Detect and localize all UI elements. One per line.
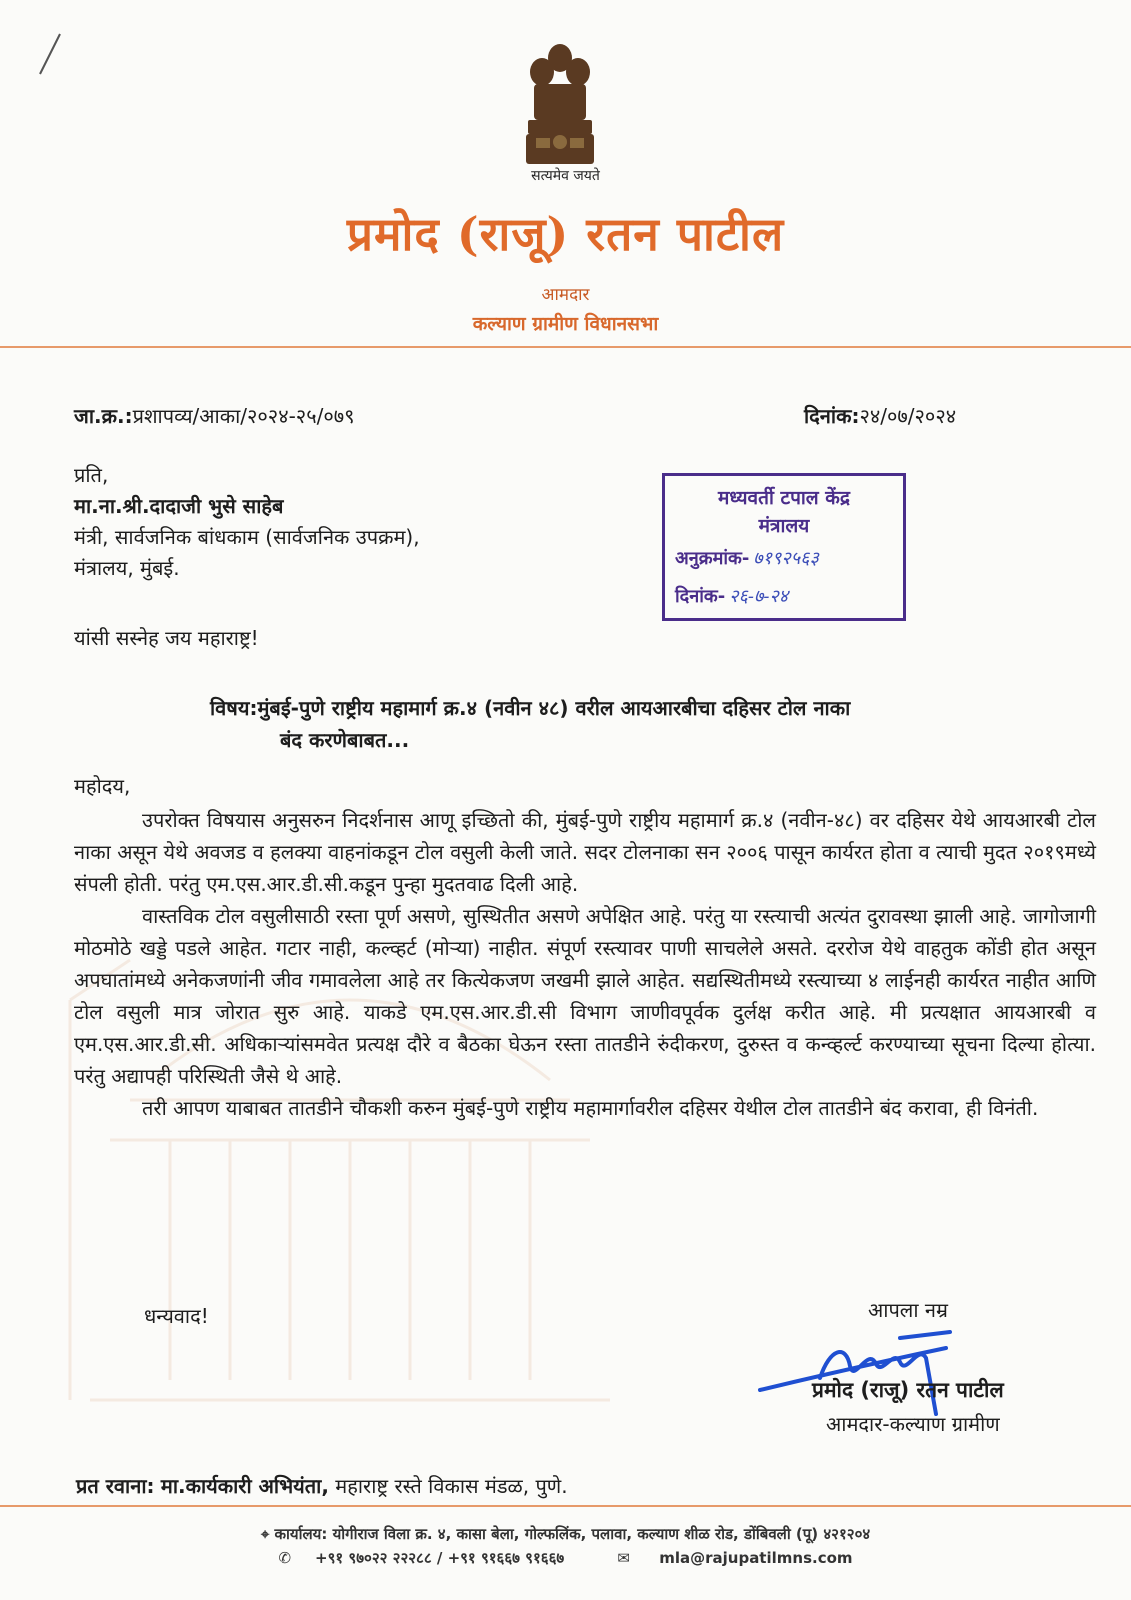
letter-body <box>74 804 1096 1124</box>
header-divider <box>0 346 1131 348</box>
inward-stamp <box>662 473 906 621</box>
recipient-name: मा.ना.श्री.दादाजी भुसे साहेब <box>74 494 284 518</box>
stamp-date-value: २६-७-२४ <box>729 586 789 607</box>
email-icon: ✉ <box>617 1549 636 1567</box>
reference-label: जा.क्र.: <box>74 404 133 428</box>
recipient-prefix: प्रति, <box>74 463 109 487</box>
date-label: दिनांक: <box>804 404 860 428</box>
reference-value: प्रशापव्य/आका/२०२४-२५/०७९ <box>132 404 355 428</box>
recipient-line2: मंत्रालय, मुंबई. <box>74 556 180 580</box>
phone-icon: ✆ <box>278 1549 292 1567</box>
stamp-number <box>675 546 819 570</box>
body-paragraph-1: उपरोक्त विषयास अनुसरुन निदर्शनास आणू इच्छितो की, मुंबई-पुणे राष्ट्रीय महामार्ग क्र.४ (नवीन-४८) वर दहिसर येथे आयआरबी टोल नाका असून येथे अवजड व हलक्या वाहनांकडून टोल वसुली केली जाते. सदर टोलनाका सन २००६ पासून कार्यरत होता व त्याची मुदत २०१९मध्ये संपली होती. परंतु एम.एस.आर.डी.सी.कडून पुन्हा मुदतवाढ दिली आहे. <box>74 808 1096 896</box>
copy-to-office: महाराष्ट्र रस्ते विकास मंडळ, पुणे. <box>335 1474 568 1498</box>
letterhead-designation: आमदार <box>541 285 590 305</box>
subject-line2: बंद करणेबाबत... <box>280 728 410 752</box>
thanks-text: धन्यवाद! <box>144 1304 209 1328</box>
footer-address <box>0 1524 1131 1544</box>
pen-mark <box>30 30 70 80</box>
date-value: २४/०७/२०२४ <box>859 404 957 428</box>
footer-phone <box>266 1549 576 1567</box>
stamp-line2: मंत्रालय <box>758 515 810 537</box>
recipient-line1: मंत्री, सार्वजनिक बांधकाम (सार्वजनिक उपक्रम), <box>74 525 420 549</box>
location-pin-icon: ⌖ <box>260 1525 275 1543</box>
stamp-date-label: दिनांक- <box>675 586 726 607</box>
copy-to <box>76 1472 568 1499</box>
footer-email-text: mla@rajupatilmns.com <box>659 1549 853 1567</box>
subject-line1: विषय:मुंबई-पुणे राष्ट्रीय महामार्ग क्र.४ (नवीन ४८) वरील आयआरबीचा दहिसर टोल नाका <box>210 696 851 720</box>
signatory-designation: आमदार-कल्याण ग्रामीण <box>826 1412 1000 1436</box>
emblem-motto: सत्यमेव जयते <box>531 168 600 184</box>
salutation: महोदय, <box>74 774 131 798</box>
yours-faithfully: आपला नम्र <box>868 1298 948 1322</box>
letterhead-constituency: कल्याण ग्रामीण विधानसभा <box>472 313 659 335</box>
letter-date <box>804 402 956 429</box>
signatory-name: प्रमोद (राजू) रतन पाटील <box>812 1378 1004 1402</box>
stamp-number-label: अनुक्रमांक- <box>675 548 750 569</box>
letterhead-name: प्रमोद (राजू) रतन पाटील <box>346 207 785 261</box>
copy-to-label: प्रत रवाना: <box>76 1474 155 1498</box>
footer-address-text: कार्यालय: योगीराज विला क्र. ४, कासा बेला, गोल्फलिंक, पलावा, कल्याण शीळ रोड, डोंबिवली (पू) ४२१२०४ <box>274 1525 871 1543</box>
footer-contacts <box>0 1548 1131 1568</box>
reference-number <box>74 402 355 429</box>
footer-email <box>605 1549 864 1567</box>
stamp-date <box>675 584 788 608</box>
body-paragraph-2: वास्तविक टोल वसुलीसाठी रस्ता पूर्ण असणे, सुस्थितीत असणे अपेक्षित आहे. परंतु या रस्त्याची अत्यंत दुरावस्था झाली आहे. जागोजागी मोठमोठे खड्डे पडले आहेत. गटार नाही, कल्व्हर्ट (मोऱ्या) नाहीत. संपूर्ण रस्त्यावर पाणी साचलेले असते. दररोज येथे वाहतुक कोंडी होत असून अपघातांमध्ये अनेकजणांनी जीव गमावलेला आहे तर कित्येकजण जखमी झाले आहेत. सद्यस्थितीमध्ये रस्त्याच्या ४ लाईनही कार्यरत नाहीत आणि टोल वसुली मात्र जोरात सुरु आहे. याकडे एम.एस.आर.डी.सी विभाग जाणीवपूर्वक दुर्लक्ष करीत आहे. मी प्रत्यक्षात आयआरबी व एम.एस.आर.डी.सी. अधिकाऱ्यांसमवेत प्रत्यक्ष दौरे व बैठका घेऊन रस्ता तातडीने रुंदीकरण, दुरुस्त व कन्व्हर्ल्ट करण्याच्या सूचना दिल्या होत्या. परंतु अद्यापही परिस्थिती जैसे थे आहे. <box>74 904 1097 1088</box>
national-emblem <box>520 38 600 168</box>
stamp-line1: मध्यवर्ती टपाल केंद्र <box>718 487 850 509</box>
greeting: यांसी सस्नेह जय महाराष्ट्र! <box>74 626 259 650</box>
footer-phone-text: +९१ ९७०२२ २२२८८ / +९१ ९१६६७ ९१६६७ <box>315 1549 565 1567</box>
copy-to-officer: मा.कार्यकारी अभियंता, <box>160 1474 329 1498</box>
body-paragraph-3: तरी आपण याबाबत तातडीने चौकशी करुन मुंबई-पुणे राष्ट्रीय महामार्गावरील दहिसर येथील टोल तातडीने बंद करावा, ही विनंती. <box>142 1096 1039 1120</box>
letter-subject <box>210 692 1090 756</box>
recipient-address <box>74 460 420 584</box>
stamp-number-value: ७१९२५६३ <box>753 548 819 569</box>
footer-divider <box>0 1505 1131 1507</box>
